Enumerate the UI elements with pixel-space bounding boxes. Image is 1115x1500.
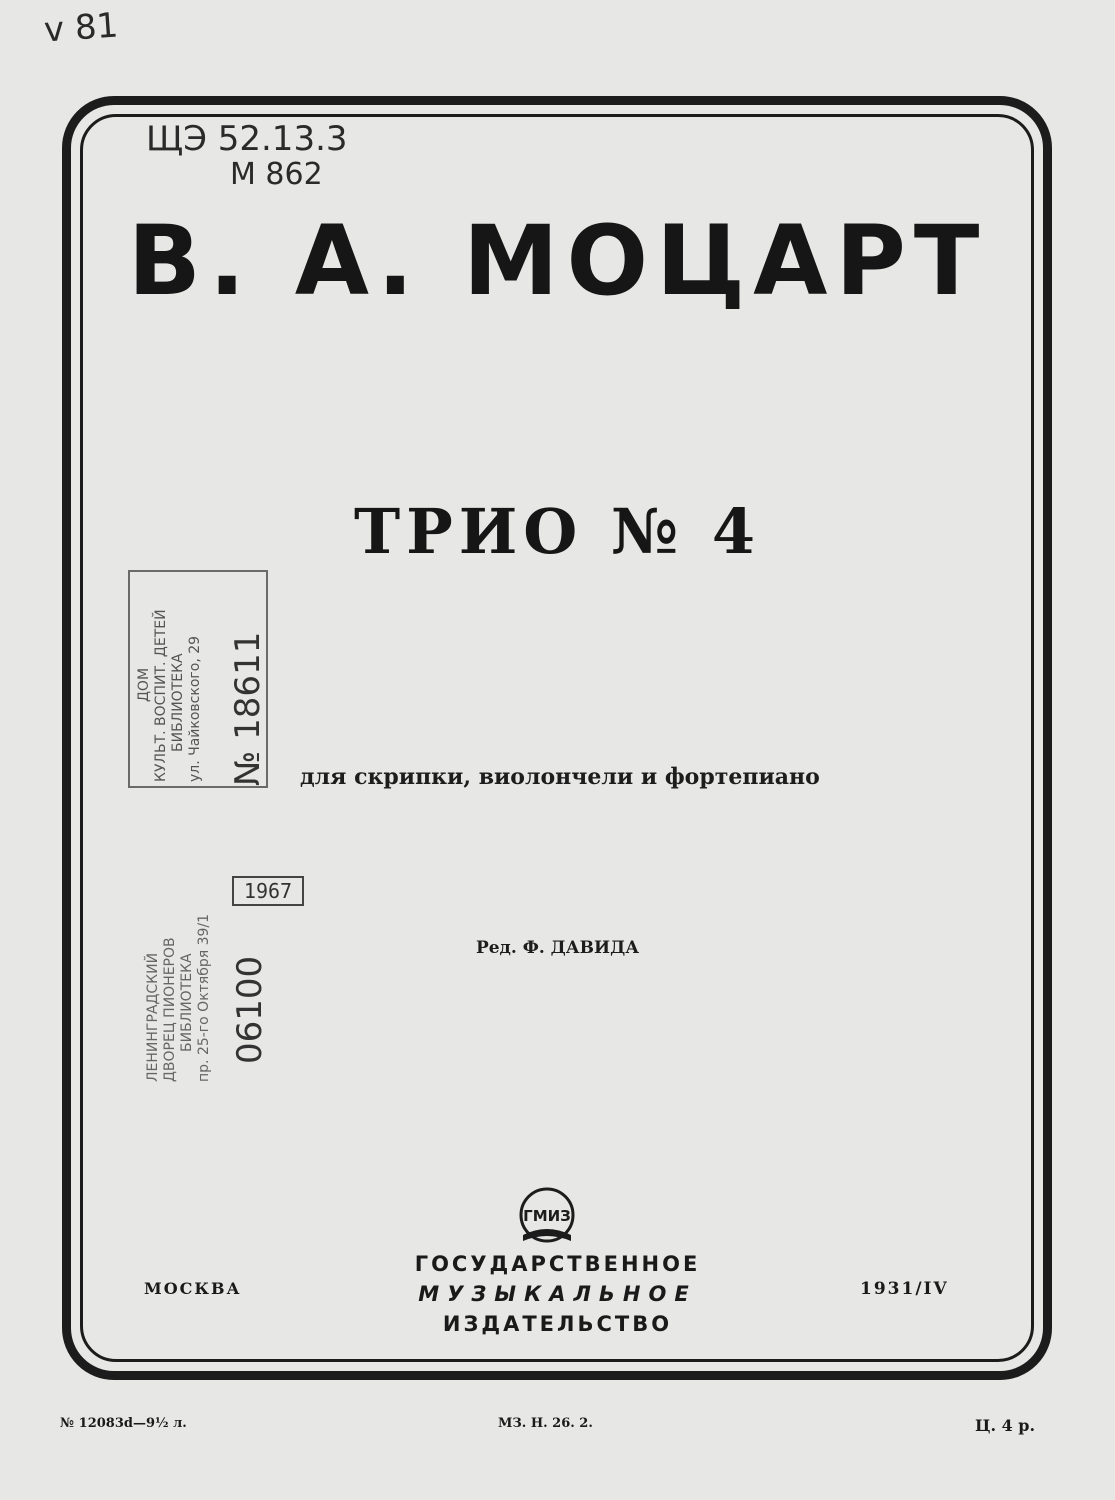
- library-stamp-text: [136, 576, 204, 782]
- year-stamp: 1967: [232, 876, 304, 906]
- publisher-logo-icon: [515, 1185, 579, 1249]
- publisher-line3: ИЗДАТЕЛЬСТВО: [442, 1312, 673, 1336]
- stamp-line: КУЛЬТ. ВОСПИТ. ДЕТЕЙ: [153, 609, 169, 782]
- library-stamp-children-house: [128, 570, 268, 788]
- publication-year: 1931/IV: [860, 1279, 949, 1299]
- stamp-line: БИБЛИОТЕКА: [170, 653, 186, 752]
- print-code: МЗ. Н. 26. 2.: [498, 1416, 593, 1431]
- stamp-line: ул. Чайковского, 29: [187, 635, 203, 782]
- work-title: ТРИО № 4: [353, 495, 762, 568]
- shelf-mark-line1: ЩЭ 52.13.3: [146, 119, 348, 159]
- handwritten-shelf-mark: [146, 120, 348, 192]
- publisher-logo-text: ГМИЗ: [523, 1207, 571, 1225]
- stamp-line: ДОМ: [136, 667, 152, 702]
- instrumentation-line: для скрипки, виолончели и фортепиано: [300, 764, 820, 790]
- handwritten-inventory-number: 06100: [230, 955, 270, 1064]
- library-stamp-number: № 18611: [228, 631, 268, 786]
- composer-name: В. А. МОЦАРТ: [127, 205, 988, 317]
- catalog-number: № 12083d—9½ л.: [60, 1416, 187, 1431]
- shelf-mark-line2: М 862: [230, 157, 323, 192]
- publication-city: МОСКВА: [144, 1279, 242, 1298]
- editor-credit: Ред. Ф. ДАВИДА: [475, 938, 640, 958]
- publisher-line1: ГОСУДАРСТВЕННОЕ: [414, 1252, 701, 1276]
- stamp-line: БИБЛИОТЕКА: [179, 953, 195, 1052]
- price: Ц. 4 р.: [975, 1416, 1036, 1435]
- handwritten-corner-note: v 81: [42, 5, 120, 51]
- publisher-line2: МУЗЫКАЛЬНОЕ: [418, 1282, 697, 1306]
- stamp-line: пр. 25-го Октября 39/1: [196, 913, 212, 1082]
- library-stamp-pioneers-palace: [145, 882, 215, 1082]
- library-stamp-text: [145, 852, 213, 1082]
- stamp-line: ДВОРЕЦ ПИОНЕРОВ: [162, 937, 178, 1082]
- stamp-line: ЛЕНИНГРАДСКИЙ: [145, 952, 161, 1082]
